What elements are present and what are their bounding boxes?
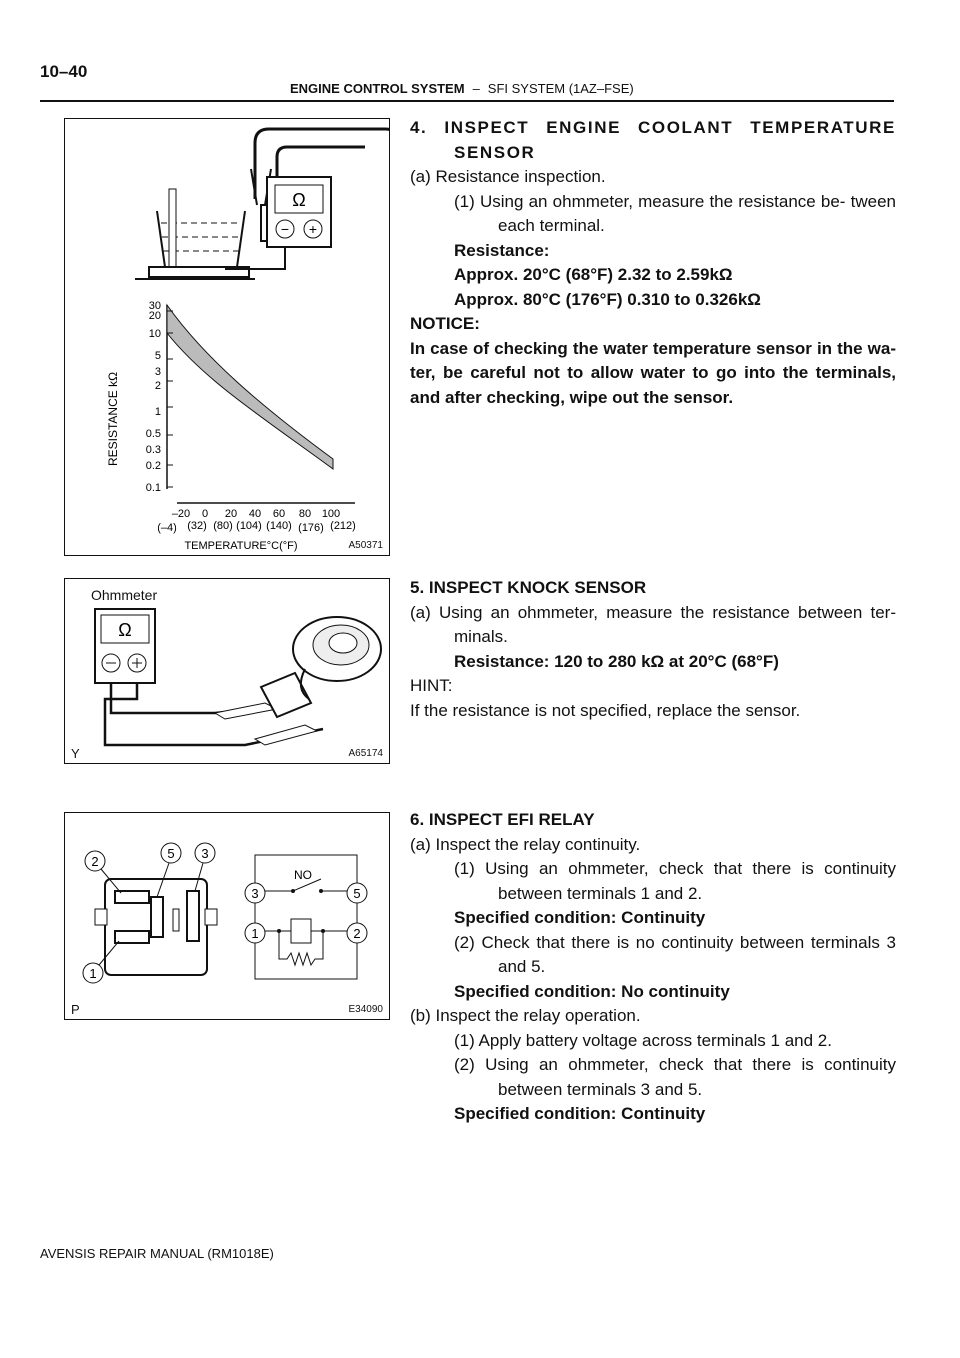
pin-label-1: 1 bbox=[89, 966, 97, 981]
notice-text: In case of checking the water temperature sensor in the wa- ter, be careful not to allow water to go into the terminals, and after checking, wipe out the sensor. bbox=[410, 338, 896, 407]
x-tick-f-2: (80) bbox=[213, 520, 233, 532]
y-tick-0.1: 0.1 bbox=[145, 482, 161, 494]
knock-resistance-spec: Resistance: 120 to 280 kΩ at 20°C (68°F) bbox=[454, 651, 779, 671]
svg-text:+: + bbox=[308, 221, 318, 237]
x-tick-c-6: 100 bbox=[321, 508, 341, 520]
ohm-symbol: Ω bbox=[118, 620, 132, 640]
pin-label-3: 3 bbox=[201, 846, 209, 861]
corner-mark: Y bbox=[71, 746, 80, 761]
relay-coil bbox=[291, 919, 311, 943]
x-axis-label: TEMPERATURE°C(°F) bbox=[184, 540, 298, 552]
pin-label-5: 5 bbox=[167, 846, 175, 861]
knock-sensor-illustration bbox=[65, 579, 389, 763]
header-title bbox=[290, 81, 634, 96]
section-4 bbox=[410, 116, 896, 410]
pin-label-2: 2 bbox=[91, 854, 99, 869]
x-tick-c-0: –20 bbox=[171, 508, 191, 520]
y-tick-1: 1 bbox=[154, 406, 161, 418]
section-5 bbox=[410, 576, 896, 723]
terminal-3 bbox=[187, 891, 199, 941]
y-tick-30: 30 bbox=[148, 300, 161, 312]
y-tick-20: 20 bbox=[148, 310, 161, 322]
section-5-heading: 5. INSPECT KNOCK SENSOR bbox=[410, 578, 647, 597]
terminal-2 bbox=[115, 891, 149, 903]
section-6-step-a2-spec: Specified condition: No continuity bbox=[454, 981, 730, 1001]
section-6-step-a1: (1) Using an ohmmeter, check that there is continuity between terminals 1 and 2. bbox=[454, 859, 896, 903]
x-tick-f-0: (–4) bbox=[157, 522, 177, 534]
corner-mark: P bbox=[71, 1002, 80, 1017]
page-number: 10–40 bbox=[40, 62, 88, 81]
notice-label: NOTICE: bbox=[410, 314, 480, 333]
y-tick-5: 5 bbox=[154, 350, 161, 362]
knock-sensor-figure bbox=[64, 578, 390, 764]
footer-manual-id: AVENSIS REPAIR MANUAL (RM1018E) bbox=[40, 1246, 274, 1261]
header-rule bbox=[40, 100, 894, 102]
x-tick-f-4: (140) bbox=[266, 520, 292, 532]
figure-id: A65174 bbox=[348, 748, 383, 759]
y-tick-0.2: 0.2 bbox=[145, 460, 161, 472]
section-6 bbox=[410, 808, 896, 1127]
schematic-pin-5: 5 bbox=[353, 886, 361, 901]
x-tick-f-5: (176) bbox=[298, 522, 324, 534]
x-tick-f-6: (212) bbox=[330, 520, 356, 532]
ect-sensor-illustration bbox=[65, 119, 389, 555]
section-6-step-a1-spec: Specified condition: Continuity bbox=[454, 908, 706, 927]
hint-label: HINT: bbox=[410, 676, 453, 695]
x-tick-f-1: (32) bbox=[187, 520, 207, 532]
efi-relay-illustration bbox=[65, 813, 389, 1019]
ohmmeter-label: Ohmmeter bbox=[91, 587, 158, 603]
section-4-step-a1: (1) Using an ohmmeter, measure the resistance be- tween each terminal. bbox=[454, 191, 896, 235]
resistance-spec-label: Resistance: bbox=[454, 240, 550, 260]
resistance-spec-20c: Approx. 20°C (68°F) 2.32 to 2.59kΩ bbox=[454, 265, 733, 284]
x-tick-c-5: 80 bbox=[298, 508, 312, 520]
y-tick-3: 3 bbox=[154, 366, 161, 378]
section-4-heading: 4. INSPECT ENGINE COOLANT TEMPERATURE SENSOR bbox=[410, 118, 896, 162]
figure-id: A50371 bbox=[348, 540, 383, 551]
ohm-symbol: Ω bbox=[292, 190, 306, 210]
svg-text:−: − bbox=[280, 221, 290, 237]
ect-sensor-figure bbox=[64, 118, 390, 556]
x-tick-c-2: 20 bbox=[224, 508, 238, 520]
schematic-pin-2: 2 bbox=[353, 926, 361, 941]
y-tick-2: 2 bbox=[154, 380, 161, 392]
x-tick-c-3: 40 bbox=[248, 508, 262, 520]
terminal-1 bbox=[115, 931, 149, 943]
efi-relay-figure bbox=[64, 812, 390, 1020]
terminal-5 bbox=[151, 897, 163, 937]
probe-1 bbox=[215, 703, 277, 719]
hint-text: If the resistance is not specified, replace the sensor. bbox=[410, 700, 801, 720]
section-6-step-a: (a) Inspect the relay continuity. bbox=[410, 834, 641, 854]
section-4-step-a: (a) Resistance inspection. bbox=[410, 167, 606, 186]
y-tick-0.3: 0.3 bbox=[145, 444, 161, 456]
y-tick-10: 10 bbox=[148, 328, 161, 340]
header-subsection: SFI SYSTEM (1AZ–FSE) bbox=[487, 81, 634, 96]
header-section: ENGINE CONTROL SYSTEM bbox=[290, 81, 465, 96]
y-axis-label: RESISTANCE kΩ bbox=[106, 371, 120, 467]
schematic-pin-1: 1 bbox=[251, 926, 259, 941]
resistance-spec-80c: Approx. 80°C (176°F) 0.310 to 0.326kΩ bbox=[454, 289, 761, 309]
section-6-step-b2-spec: Specified condition: Continuity bbox=[454, 1104, 706, 1123]
x-tick-f-3: (104) bbox=[236, 520, 262, 532]
resistance-band bbox=[167, 305, 333, 469]
section-6-heading: 6. INSPECT EFI RELAY bbox=[410, 810, 595, 829]
schematic-pin-3: 3 bbox=[251, 886, 259, 901]
y-tick-0.5: 0.5 bbox=[145, 428, 161, 440]
figure-id: E34090 bbox=[348, 1004, 383, 1015]
section-6-step-b2: (2) Using an ohmmeter, check that there is continuity between terminals 3 and 5. bbox=[454, 1055, 896, 1099]
thermometer bbox=[169, 189, 176, 269]
header-separator: – bbox=[472, 81, 480, 96]
probe-2 bbox=[255, 725, 317, 745]
section-5-step-a: (a) Using an ohmmeter, measure the resistance between ter- minals. bbox=[410, 602, 896, 646]
x-tick-c-1: 0 bbox=[201, 508, 209, 520]
section-6-step-b1: (1) Apply battery voltage across terminals 1 and 2. bbox=[454, 1030, 832, 1050]
section-6-step-a2: (2) Check that there is no continuity between terminals 3 and 5. bbox=[454, 932, 896, 976]
section-6-step-b: (b) Inspect the relay operation. bbox=[410, 1006, 641, 1025]
x-tick-c-4: 60 bbox=[272, 508, 286, 520]
no-label: NO bbox=[294, 868, 312, 882]
